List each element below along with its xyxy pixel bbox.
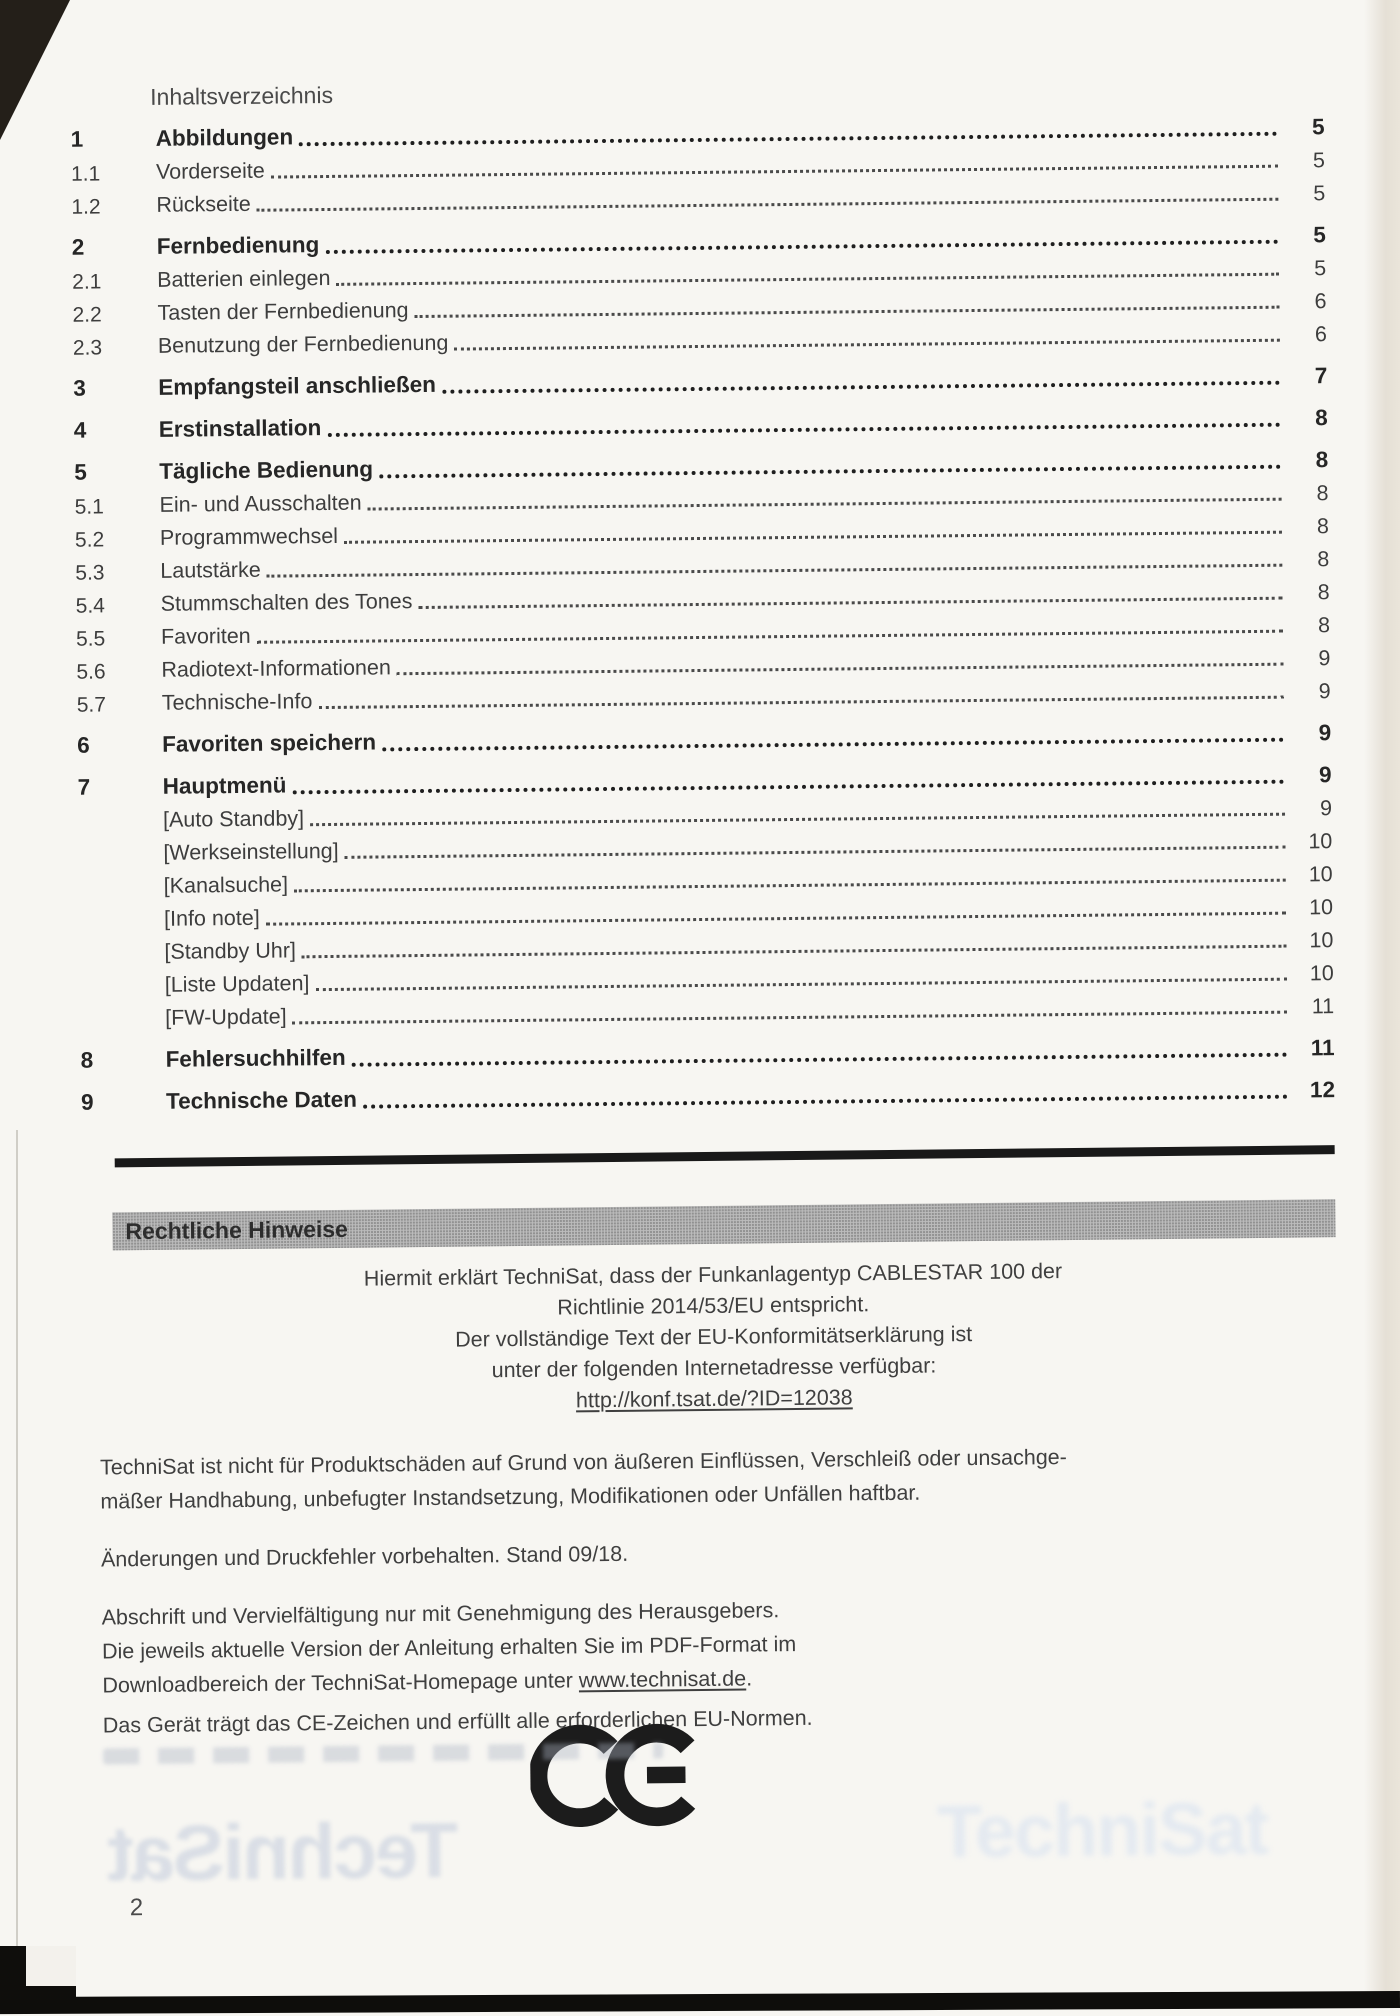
toc-leader-dots xyxy=(293,1011,1287,1025)
toc-entry-page: 9 xyxy=(1318,646,1331,671)
toc-entry-page: 12 xyxy=(1309,1077,1336,1103)
toc-entry-number xyxy=(80,1031,165,1032)
bleedthrough-technisat-logo: TechniSat xyxy=(936,1786,1268,1874)
toc-leader-dots xyxy=(442,381,1280,394)
toc-entry-label: [Standby Uhr] xyxy=(164,938,297,965)
toc-entry-number: 5.4 xyxy=(75,594,106,618)
download-line-suffix: . xyxy=(746,1666,753,1691)
toc-leader-dots xyxy=(454,339,1279,351)
toc-entry-label: Fernbedienung xyxy=(156,232,320,260)
toc-leader-dots xyxy=(318,696,1283,709)
toc-entry-number: 5.6 xyxy=(76,660,106,684)
toc-entry-label: Radiotext-Informationen xyxy=(161,655,391,683)
toc-entry-number: 7 xyxy=(77,774,91,800)
toc-entry-page: 8 xyxy=(1317,580,1330,605)
page-number: 2 xyxy=(129,1894,144,1922)
declaration-lines xyxy=(98,1253,1329,1390)
toc-entry-number xyxy=(79,899,164,900)
toc-entry-label: Favoriten speichern xyxy=(162,729,377,758)
toc-entry-number: 9 xyxy=(80,1089,94,1115)
toc-entry-label: Benutzung der Fernbedienung xyxy=(157,331,449,359)
download-line-prefix: Downloadbereich der TechniSat-Homepage unter xyxy=(102,1668,579,1698)
ce-compliance-line: Das Gerät trägt das CE-Zeichen und erfüllt alle erforderlichen EU-Normen. xyxy=(102,1705,813,1738)
toc-entry-label: Vorderseite xyxy=(155,159,265,185)
toc-entry-label: Ein- und Ausschalten xyxy=(159,490,362,518)
toc-entry-page: 10 xyxy=(1308,895,1334,920)
technisat-homepage-link[interactable]: www.technisat.de xyxy=(578,1666,747,1693)
toc-entry-page: 8 xyxy=(1315,447,1329,473)
eu-declaration-block xyxy=(98,1253,1330,1421)
toc-entry-page: 5 xyxy=(1313,222,1326,248)
toc-entry-label: [Info note] xyxy=(163,906,260,932)
toc-entry-number: 5.1 xyxy=(74,495,104,519)
declaration-line: Hiermit erklärt TechniSat, dass der Funkanlagentyp CABLESTAR 100 der xyxy=(363,1259,1063,1291)
toc-row xyxy=(81,1067,1335,1118)
toc-entry-label: Programmwechsel xyxy=(159,524,339,551)
toc-entry-number xyxy=(80,965,165,966)
toc-entry-page: 9 xyxy=(1318,720,1332,746)
toc-entry-label: Technische-Info xyxy=(161,689,313,716)
toc-entry-label: Hauptmenü xyxy=(162,772,287,800)
section-divider-rule xyxy=(115,1145,1335,1167)
toc-entry-number: 8 xyxy=(80,1047,94,1073)
toc-entry-number xyxy=(78,833,163,834)
toc-entry-number: 2.1 xyxy=(72,270,102,294)
toc-entry-label: Tägliche Bedienung xyxy=(159,456,374,485)
toc-entry-page: 10 xyxy=(1309,961,1334,986)
toc-entry-page: 10 xyxy=(1308,862,1333,887)
toc-entry-number: 5.7 xyxy=(76,693,107,717)
toc-entry-page: 10 xyxy=(1308,829,1333,854)
ce-mark-logo xyxy=(530,1712,696,1839)
legal-notes-block xyxy=(100,1437,1351,1742)
toc-entry-page: 8 xyxy=(1317,613,1331,638)
toc-entry-page: 6 xyxy=(1314,322,1327,347)
toc-entry-label: Erstinstallation xyxy=(158,415,322,443)
toc-entry-label: [Auto Standby] xyxy=(162,806,305,833)
liability-line: mäßer Handhabung, unbefugter Instandsetzung, Modifikationen oder Unfällen haftbar. xyxy=(100,1480,921,1514)
toc-entry-number: 6 xyxy=(77,732,90,758)
toc-entry-label: Favoriten xyxy=(160,624,251,650)
toc-row xyxy=(73,353,1327,404)
toc-entry-page: 8 xyxy=(1316,514,1330,539)
toc-entry-label: Abbildungen xyxy=(155,124,294,152)
toc-entry-page: 5 xyxy=(1314,256,1327,281)
toc-entry-label: Lautstärke xyxy=(160,558,261,584)
bleedthrough-technisat-logo-mirrored: TechniSat xyxy=(108,1805,459,1898)
toc-entry-number: 4 xyxy=(73,417,87,443)
toc-entry-number xyxy=(79,866,164,867)
toc-leader-dots xyxy=(257,198,1279,212)
toc-entry-page: 8 xyxy=(1317,547,1330,572)
toc-entry-number: 2.3 xyxy=(72,336,103,360)
toc-entry-number: 1.2 xyxy=(71,195,101,219)
toc-entry-page: 8 xyxy=(1315,405,1328,431)
scan-artifact-left-line xyxy=(16,1130,18,1980)
toc-entry-page: 9 xyxy=(1319,796,1333,821)
toc-entry-number xyxy=(79,932,164,933)
legal-section-header: Rechtliche Hinweise xyxy=(112,1199,1335,1250)
copy-line: Die jeweils aktuelle Version der Anleitung erhalten Sie im PDF-Format im xyxy=(101,1631,797,1664)
toc-entry-number xyxy=(80,998,165,999)
toc-row xyxy=(80,1025,1334,1076)
declaration-line: unter der folgenden Internetadresse verfügbar: xyxy=(491,1353,937,1383)
toc-entry-label: Batterien einlegen xyxy=(157,266,331,293)
toc-entry-number: 5.2 xyxy=(74,528,105,552)
toc-entry-page: 11 xyxy=(1311,994,1335,1019)
declaration-line: Der vollständige Text der EU-Konformitätserklärung ist xyxy=(455,1322,973,1352)
toc-leader-dots xyxy=(363,1095,1288,1109)
scan-artifact-bottom-notch xyxy=(26,1946,76,1986)
toc-entry-number: 1 xyxy=(70,126,84,153)
toc-entry-label: Tasten der Fernbedienung xyxy=(157,298,409,326)
toc-entry-number: 5.3 xyxy=(75,561,105,585)
toc-entry-label: [Werkseinstellung] xyxy=(163,839,339,866)
toc-leader-dots xyxy=(327,423,1280,437)
toc-entry-page: 5 xyxy=(1311,114,1325,140)
changes-line: Änderungen und Druckfehler vorbehalten. Stand 09/18. xyxy=(100,1541,629,1572)
toc-entry-number: 2.2 xyxy=(72,303,102,327)
toc-entry-page: 5 xyxy=(1312,148,1326,173)
toc-entry-label: [Liste Updaten] xyxy=(164,971,310,998)
toc-entry-page: 5 xyxy=(1313,181,1326,206)
toc-entry-number: 3 xyxy=(73,375,86,401)
page-title: Inhaltsverzeichnis xyxy=(150,81,334,110)
liability-line: TechniSat ist nicht für Produktschäden auf Grund von äußeren Einflüssen, Verschleiß oder unsachge- xyxy=(99,1445,1067,1480)
toc-list xyxy=(70,99,1335,1118)
toc-entry-page: 6 xyxy=(1314,289,1327,314)
toc-entry-number: 5 xyxy=(74,459,87,485)
toc-row xyxy=(74,395,1328,446)
copy-line: Abschrift und Vervielfältigung nur mit Genehmigung des Herausgebers. xyxy=(101,1598,780,1630)
toc-entry-label: Fehlersuchhilfen xyxy=(165,1045,346,1073)
toc-entry-page: 10 xyxy=(1309,928,1334,953)
toc-entry-page: 8 xyxy=(1316,481,1329,506)
toc-entry-number: 5.5 xyxy=(75,627,106,651)
toc-entry-page: 9 xyxy=(1318,762,1332,788)
toc-row xyxy=(77,710,1331,761)
toc-entry-label: Stummschalten des Tones xyxy=(160,589,413,617)
toc-entry-label: [FW-Update] xyxy=(165,1004,287,1031)
toc-entry-number: 2 xyxy=(71,234,85,261)
toc-leader-dots xyxy=(352,1053,1288,1067)
toc-entry-number: 1.1 xyxy=(70,162,101,186)
toc-entry-page: 11 xyxy=(1310,1035,1335,1061)
toc-entry-page: 9 xyxy=(1318,679,1331,704)
conformity-declaration-link[interactable]: http://konf.tsat.de/?ID=12038 xyxy=(575,1385,853,1413)
toc-entry-label: Empfangsteil anschließen xyxy=(158,372,437,401)
scan-artifact-paper-edge xyxy=(1364,0,1400,2008)
toc-entry-label: Rückseite xyxy=(156,192,251,218)
toc-entry-page: 7 xyxy=(1314,363,1328,389)
toc-entry-label: [Kanalsuche] xyxy=(163,872,289,899)
toc-leader-dots xyxy=(382,738,1284,752)
declaration-line: Richtlinie 2014/53/EU entspricht. xyxy=(557,1292,870,1320)
toc-entry-label: Technische Daten xyxy=(165,1086,358,1115)
